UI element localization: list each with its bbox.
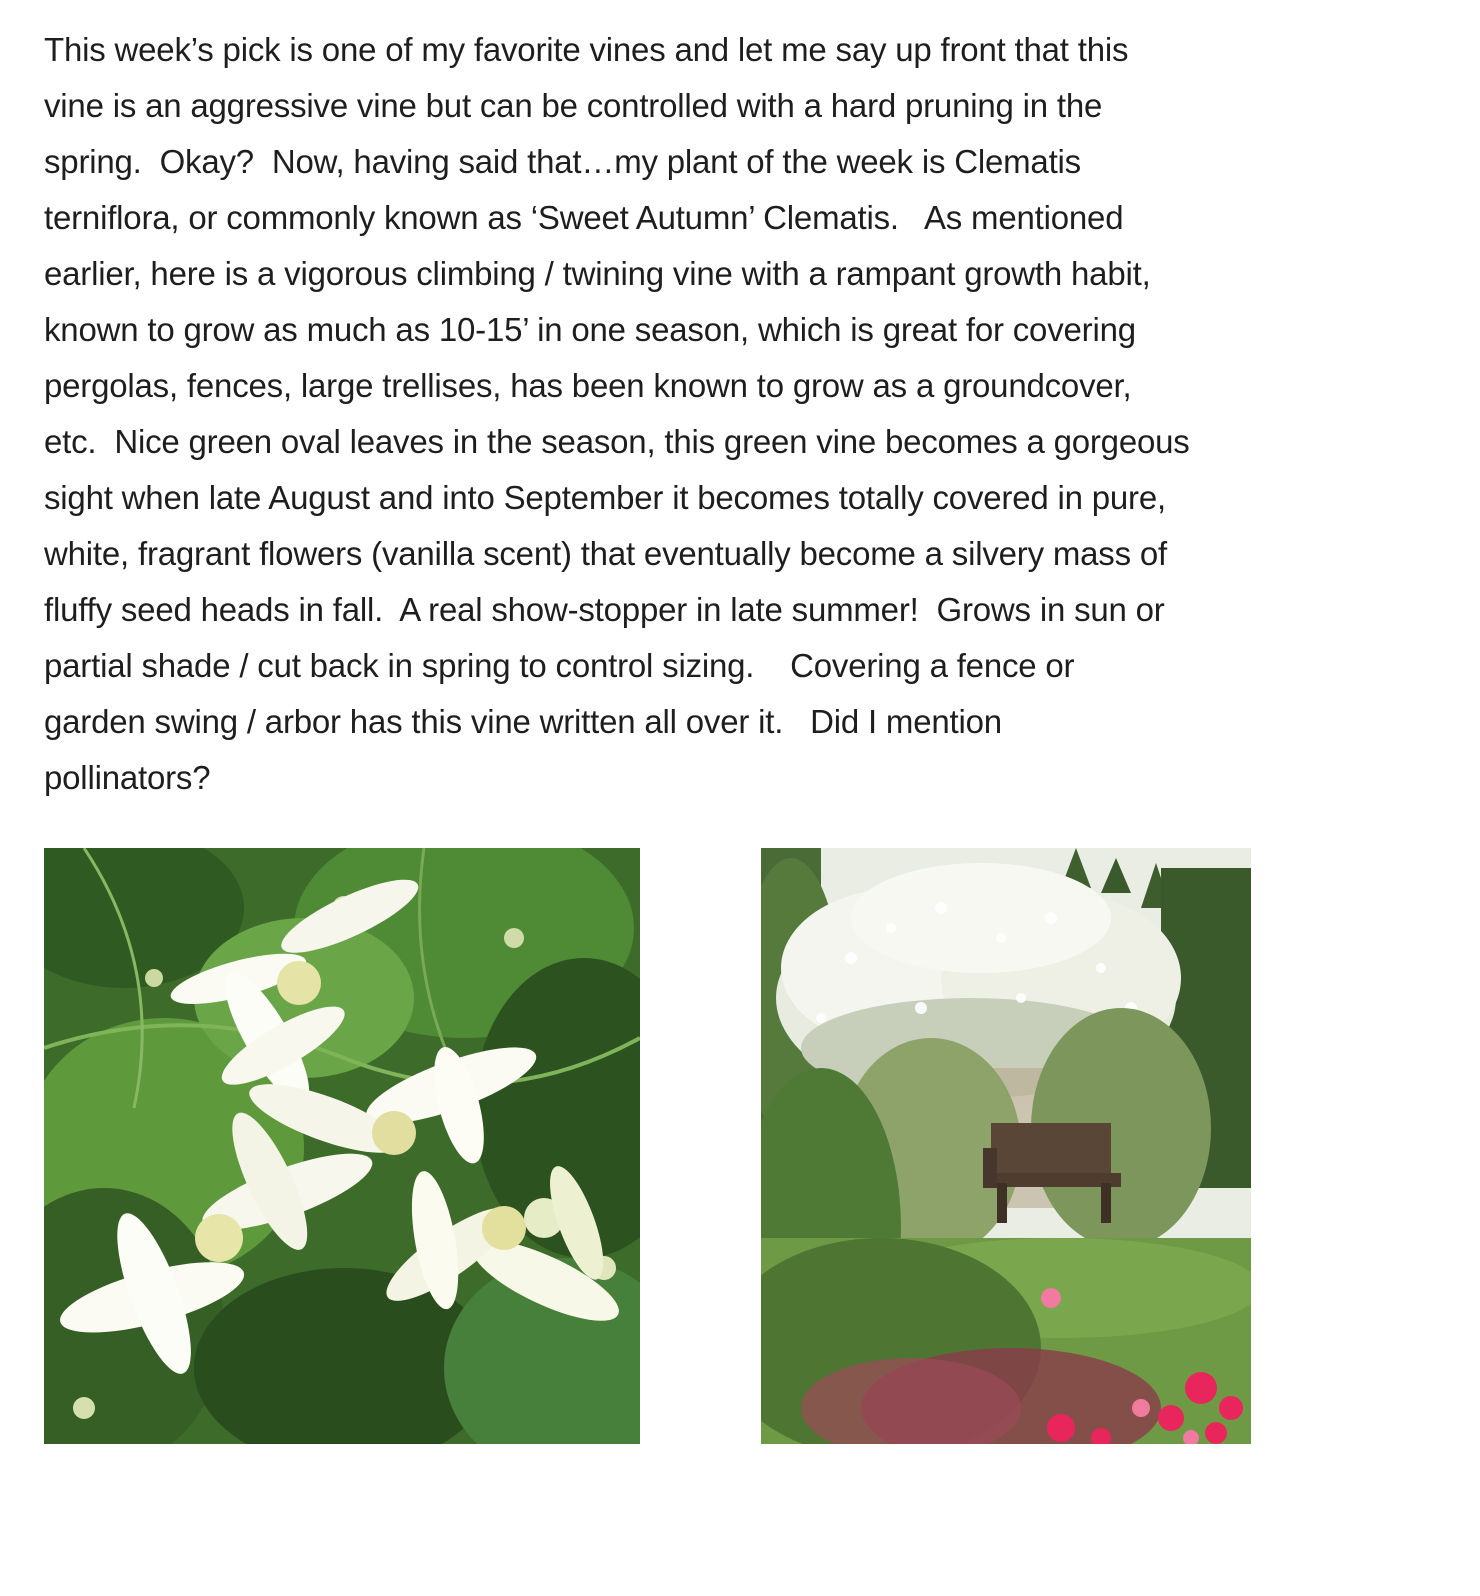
flower-photo-illustration [44, 848, 640, 1444]
article-line: This week’s pick is one of my favorite vines and let me say up front that this [44, 31, 1129, 68]
article-line: partial shade / cut back in spring to control sizing. Covering a fence or [44, 647, 1075, 684]
article-line: etc. Nice green oval leaves in the season, this green vine becomes a gorgeous [44, 423, 1190, 460]
article-line: white, fragrant flowers (vanilla scent) that eventually become a silvery mass of [44, 535, 1167, 572]
clematis-arbor-garden-photo [761, 848, 1251, 1444]
garden-photo-illustration [761, 848, 1251, 1444]
article-line: pergolas, fences, large trellises, has been known to grow as a groundcover, [44, 367, 1132, 404]
article-line: fluffy seed heads in fall. A real show-stopper in late summer! Grows in sun or [44, 591, 1165, 628]
article-line: spring. Okay? Now, having said that…my plant of the week is Clematis [44, 143, 1081, 180]
article-line: earlier, here is a vigorous climbing / twining vine with a rampant growth habit, [44, 255, 1151, 292]
article-line: pollinators? [44, 759, 211, 796]
article-body [44, 22, 1444, 806]
article-line: known to grow as much as 10-15’ in one season, which is great for covering [44, 311, 1136, 348]
article-line: garden swing / arbor has this vine written all over it. Did I mention [44, 703, 1002, 740]
article-line: sight when late August and into September it becomes totally covered in pure, [44, 479, 1166, 516]
article-line: vine is an aggressive vine but can be controlled with a hard pruning in the [44, 87, 1103, 124]
clematis-flowers-closeup-photo [44, 848, 640, 1444]
article-line: terniflora, or commonly known as ‘Sweet Autumn’ Clematis. As mentioned [44, 199, 1124, 236]
